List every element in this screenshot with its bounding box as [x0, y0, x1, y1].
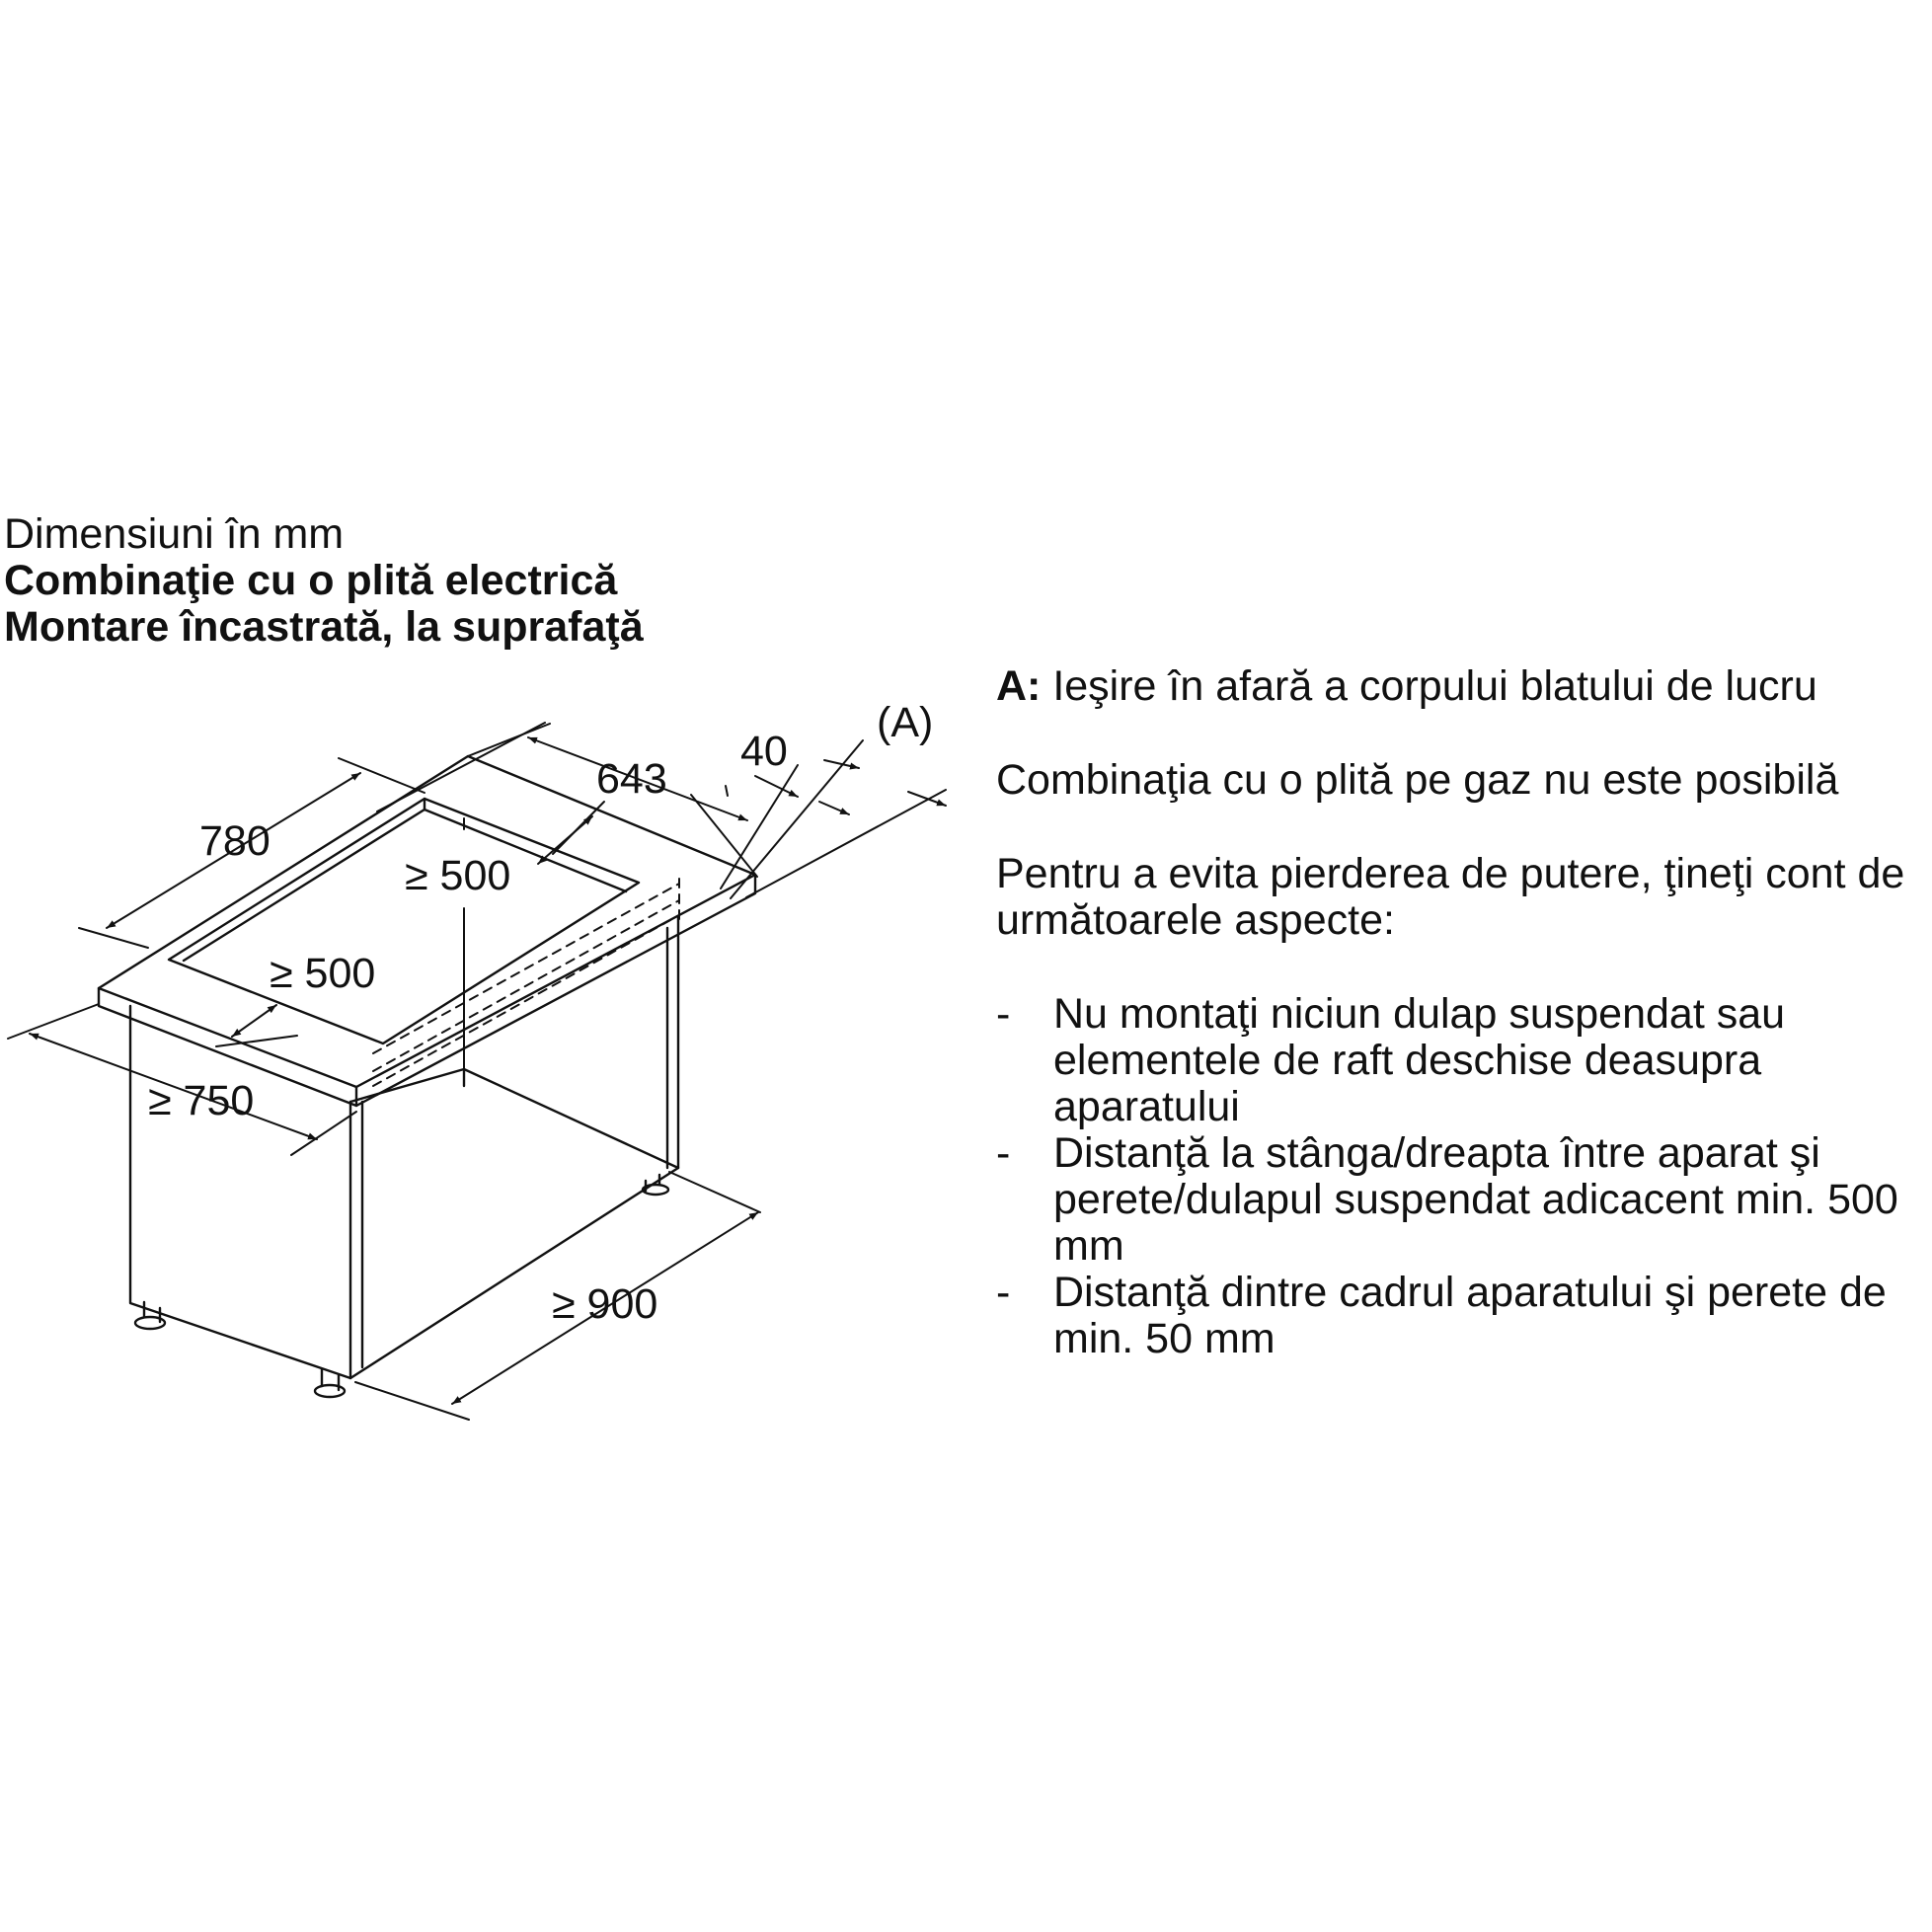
list-dash: - [996, 1269, 1011, 1316]
list-item-text: Distanţă la stânga/dreapta între aparat şi perete/dulapul suspendat adicacent min. 500 mm [1053, 1129, 1898, 1270]
note-a-label: A: [996, 662, 1042, 710]
diagram-title: Combinaţie cu o plită electrică [4, 557, 618, 604]
note-a-text: Ieşire în afară a corpului blatului de lucru [1041, 662, 1817, 710]
dim-clearance-500-front: ≥ 500 [270, 950, 376, 997]
requirements-list [996, 991, 1929, 1362]
label-a: (A) [877, 699, 934, 746]
note-a [996, 663, 1929, 710]
dim-width-900: ≥ 900 [552, 1280, 658, 1328]
note-power: Pentru a evita pierderea de putere, ţineţi cont de următoarele aspecte: [996, 850, 1905, 944]
list-item [996, 991, 1929, 1130]
installation-notes [996, 663, 1929, 1362]
dim-clearance-500-top: ≥ 500 [405, 852, 511, 899]
dimension-lines [30, 737, 946, 1404]
unit-caption: Dimensiuni în mm [4, 510, 345, 558]
list-item-text: Nu montaţi niciun dulap suspendat sau elementele de raft deschise deasupra aparatului [1053, 990, 1786, 1130]
list-item [996, 1270, 1929, 1362]
list-dash: - [996, 1129, 1011, 1177]
list-item-text: Distanţă dintre cadrul aparatului şi perete de min. 50 mm [1053, 1269, 1887, 1362]
worktop [99, 756, 755, 1106]
list-dash: - [996, 990, 1011, 1038]
dim-height-750: ≥ 750 [148, 1077, 255, 1124]
list-item [996, 1130, 1929, 1270]
dim-40: 40 [740, 728, 788, 775]
extension-lines [8, 723, 946, 1420]
dim-780: 780 [199, 817, 270, 865]
note-gas: Combinaţia cu o plită pe gaz nu este posibilă [996, 756, 1839, 804]
dim-643: 643 [596, 755, 667, 803]
diagram-subtitle: Montare încastrată, la suprafaţă [4, 603, 644, 651]
